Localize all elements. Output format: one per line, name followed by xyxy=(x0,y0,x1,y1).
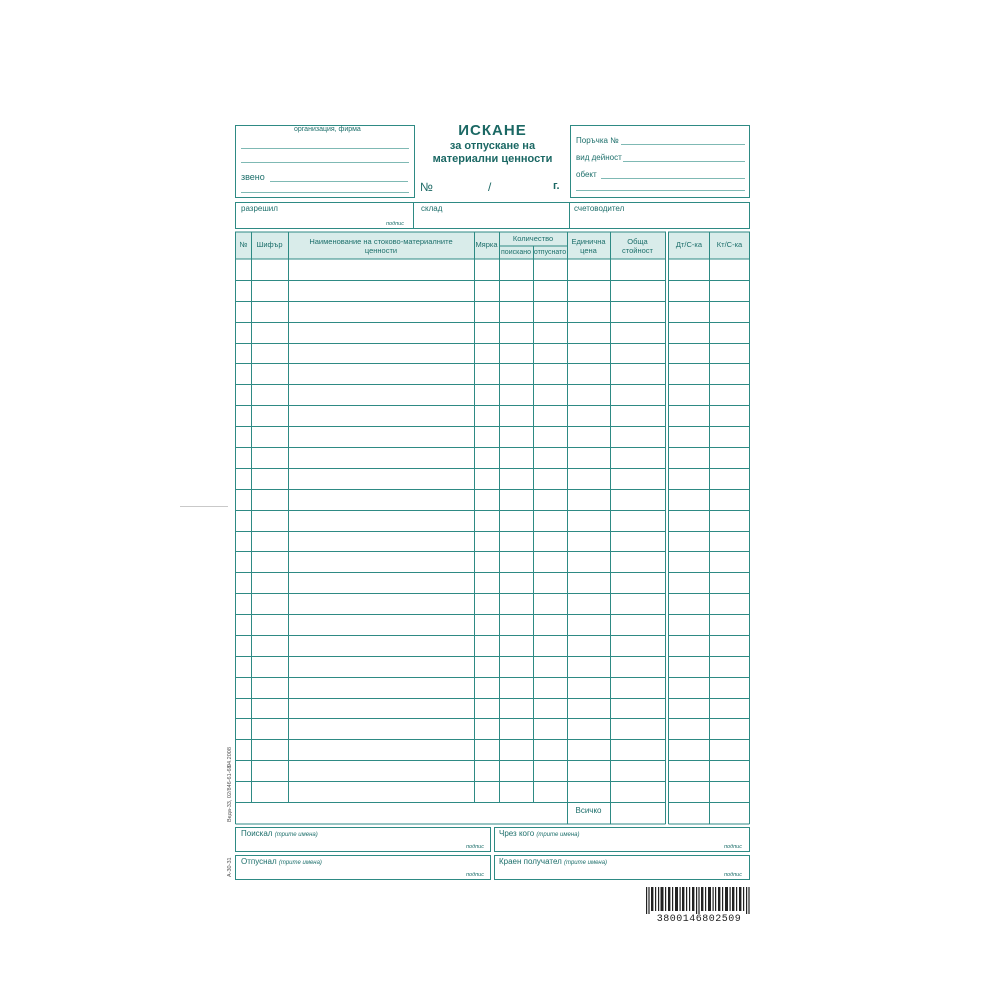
warehouse-label: склад xyxy=(421,204,443,213)
recipient-hint: (трите имена) xyxy=(564,860,608,866)
year-label: г. xyxy=(553,180,560,192)
header-unit-price-2: цена xyxy=(580,246,597,255)
recipient-signature: подпис xyxy=(724,872,742,878)
header-credit: Кт/С-ка xyxy=(716,240,743,249)
header-released: отпуснато xyxy=(533,249,567,256)
org-label: организация, фирма xyxy=(294,126,361,133)
form-subtitle-1: за отпускане на xyxy=(449,140,536,152)
header-unit: Мярка xyxy=(475,240,498,249)
header-debit: Дт/С-ка xyxy=(675,240,703,249)
via-label xyxy=(499,829,579,838)
header-requested: поискано xyxy=(501,249,531,256)
header-total-1: Обща xyxy=(627,237,648,246)
requested-by-text: Поискал xyxy=(241,829,273,838)
via-box xyxy=(494,827,750,852)
released-by-box xyxy=(235,855,491,880)
number-label: № xyxy=(420,180,433,194)
recipient-label xyxy=(499,857,607,866)
header-total-2: стойност xyxy=(622,246,653,255)
barcode-image xyxy=(646,887,750,915)
via-text: Чрез кого xyxy=(499,829,535,838)
via-signature: подпис xyxy=(724,844,742,850)
object-label: обект xyxy=(576,170,597,179)
accountant-label: счетоводител xyxy=(574,204,625,213)
approved-signature-label: подпис xyxy=(386,221,404,227)
approved-label: разрешил xyxy=(241,204,278,213)
header-quantity: Количество xyxy=(512,234,554,243)
released-by-hint: (трите имена) xyxy=(278,860,322,866)
header-unit-price-1: Единична xyxy=(571,237,606,246)
total-label: Всичко xyxy=(575,806,602,815)
form-subtitle-2: материални ценности xyxy=(432,153,553,165)
released-by-signature: подпис xyxy=(466,872,484,878)
number-slash: / xyxy=(488,180,492,194)
requested-by-hint: (трите имена) xyxy=(274,832,318,838)
via-hint: (трите имена) xyxy=(536,832,580,838)
header-name-2: ценности xyxy=(364,246,398,255)
activity-label: вид дейност xyxy=(576,153,622,162)
released-by-label xyxy=(241,857,322,866)
header-no: № xyxy=(239,240,248,249)
requested-by-box xyxy=(235,827,491,852)
requested-by-label xyxy=(241,829,318,838)
recipient-text: Краен получател xyxy=(499,857,562,866)
side-print-printer: Веда-33, 02/846-61-68 xyxy=(227,765,233,822)
form-title: ИСКАНЕ xyxy=(458,122,527,139)
side-print-date: 04.2008 xyxy=(227,747,233,767)
unit-label: звено xyxy=(241,172,265,182)
order-label: Поръчка № xyxy=(576,136,619,145)
side-print-code: А-30-31 xyxy=(227,857,233,877)
released-by-text: Отпуснал xyxy=(241,857,277,866)
barcode-number: 3800146802509 xyxy=(646,914,752,925)
header-code: Шифър xyxy=(256,240,283,249)
recipient-box xyxy=(494,855,750,880)
requested-by-signature: подпис xyxy=(466,844,484,850)
header-name-1: Наименование на стоково-материалните xyxy=(309,237,453,246)
